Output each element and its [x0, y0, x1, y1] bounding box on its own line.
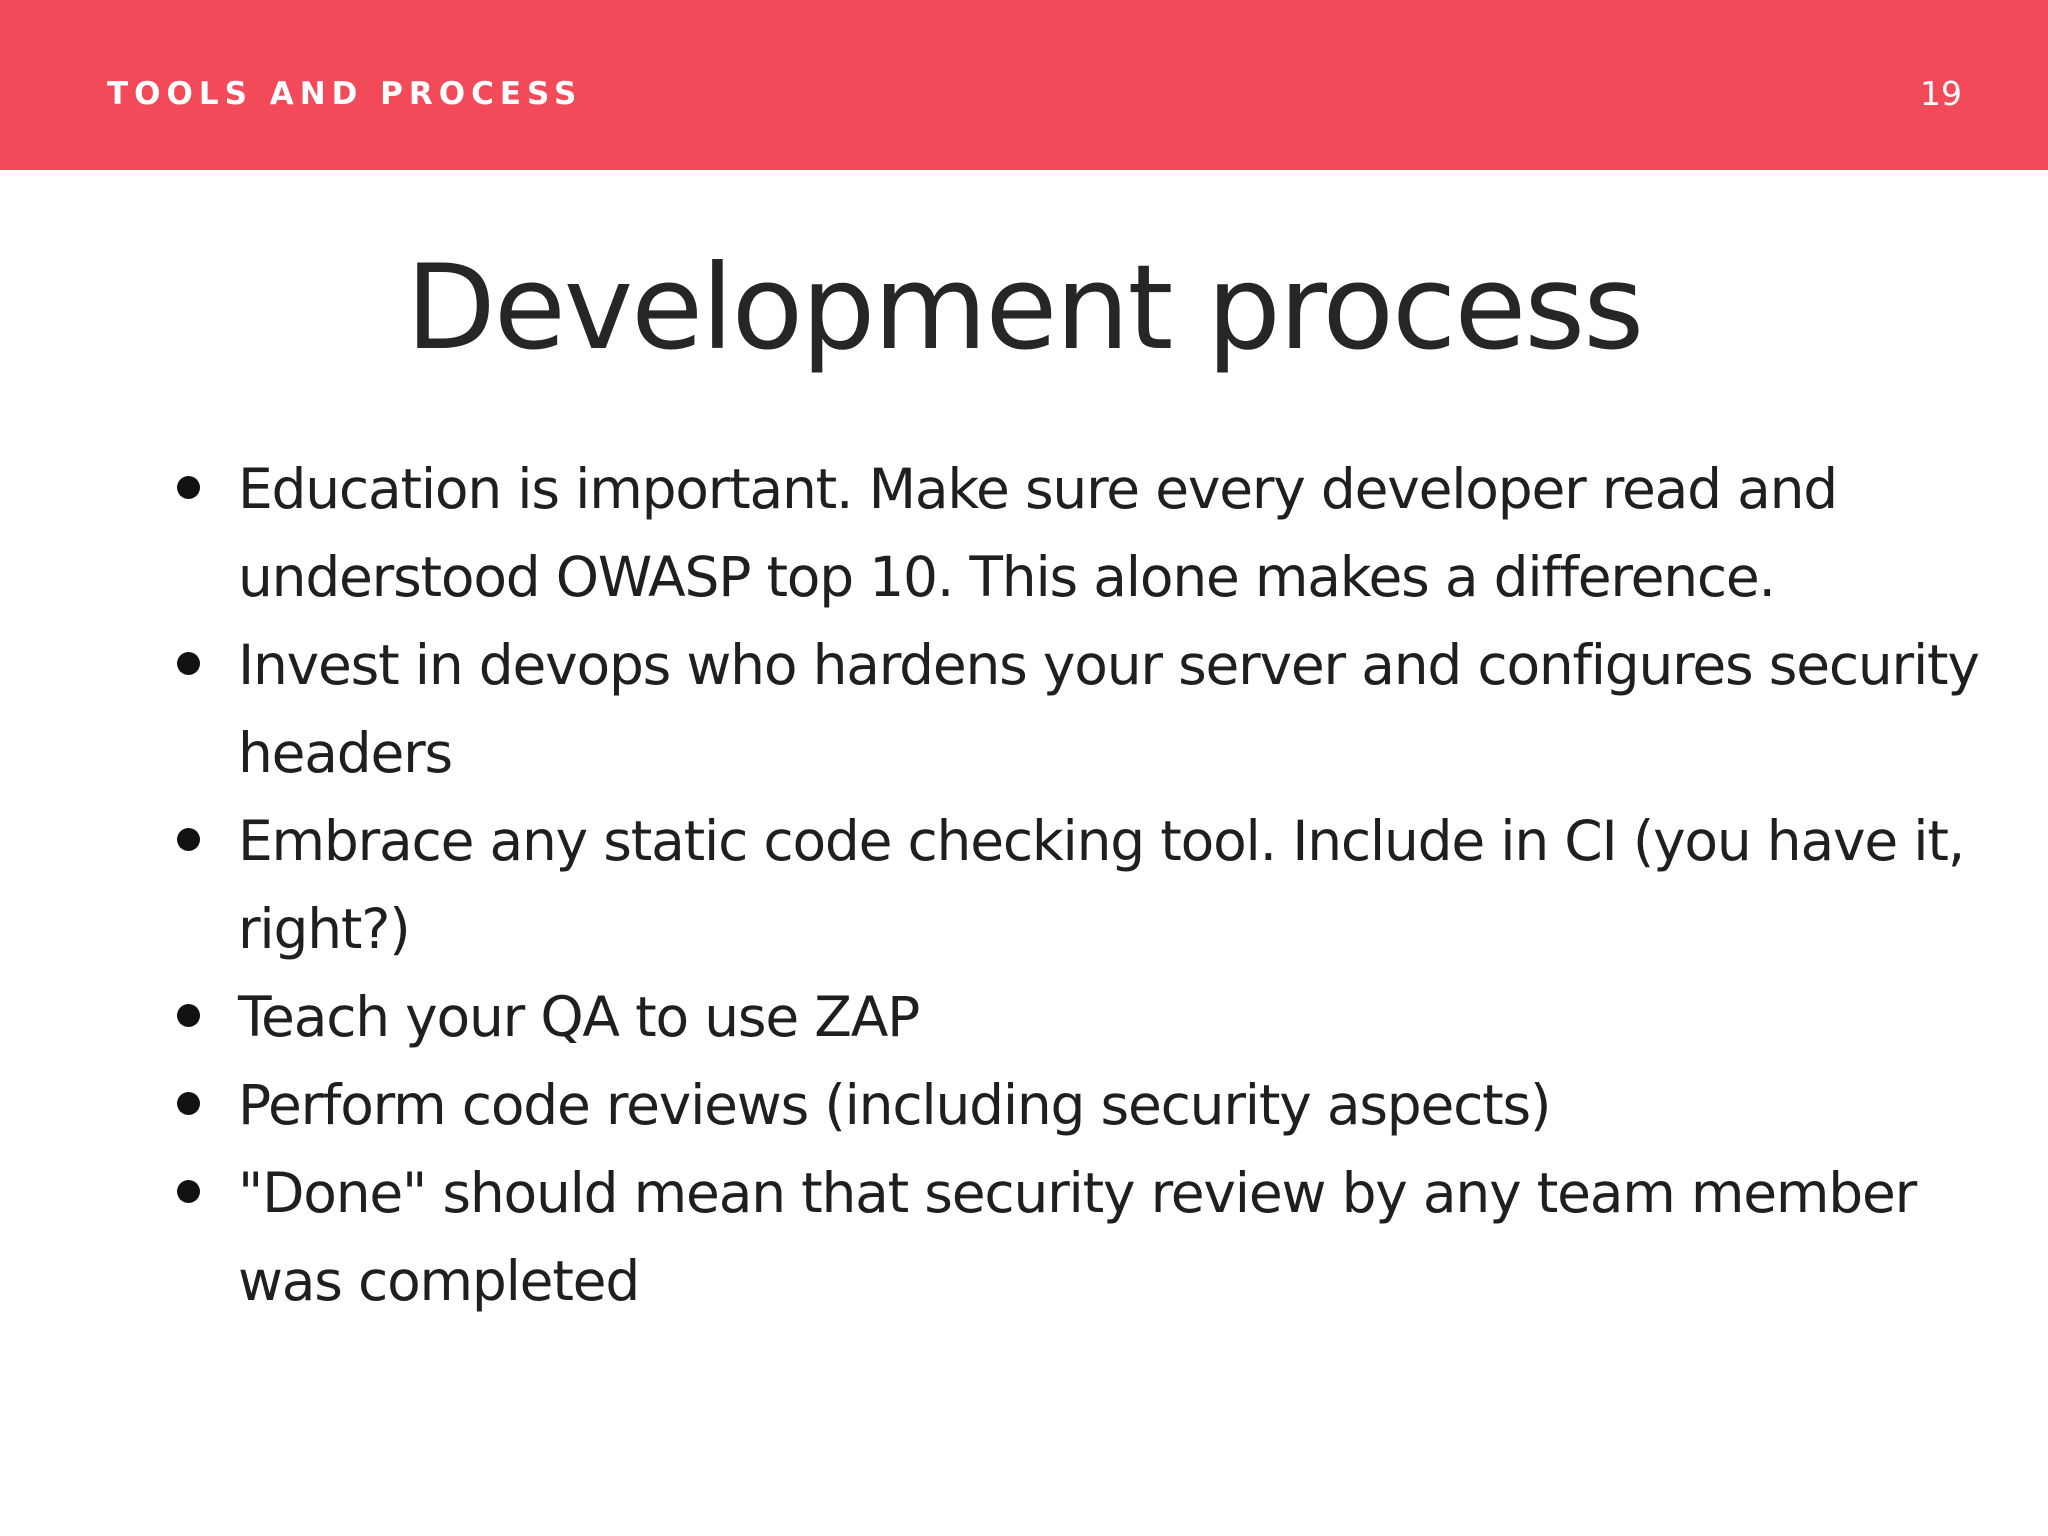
bullet-list: [170, 445, 2000, 1325]
bullet-icon: [177, 652, 200, 675]
bullet-item: [170, 1149, 2000, 1325]
bullet-text: Embrace any static code checking tool. Include in CI (you have it, right?): [238, 809, 1964, 961]
section-label: TOOLS AND PROCESS: [107, 76, 583, 112]
bullet-text: Perform code reviews (including security aspects): [238, 1073, 1551, 1137]
bullet-text: Teach your QA to use ZAP: [238, 985, 920, 1049]
header-bar: [0, 0, 2048, 170]
bullet-item: [170, 973, 2000, 1061]
bullet-item: [170, 797, 2000, 973]
bullet-icon: [177, 828, 200, 851]
bullet-item: [170, 1061, 2000, 1149]
bullet-item: [170, 621, 2000, 797]
bullet-text: "Done" should mean that security review by any team member was completed: [238, 1161, 1917, 1313]
page-number: 19: [1920, 74, 1962, 113]
bullet-icon: [177, 1180, 200, 1203]
bullet-text: Invest in devops who hardens your server and configures security headers: [238, 633, 1979, 785]
bullet-icon: [177, 1092, 200, 1115]
bullet-icon: [177, 1004, 200, 1027]
bullet-item: [170, 445, 2000, 621]
bullet-text: Education is important. Make sure every developer read and understood OWASP top 10. This alone makes a difference.: [238, 457, 1838, 609]
bullet-icon: [177, 476, 200, 499]
slide-title: Development process: [405, 239, 1643, 376]
